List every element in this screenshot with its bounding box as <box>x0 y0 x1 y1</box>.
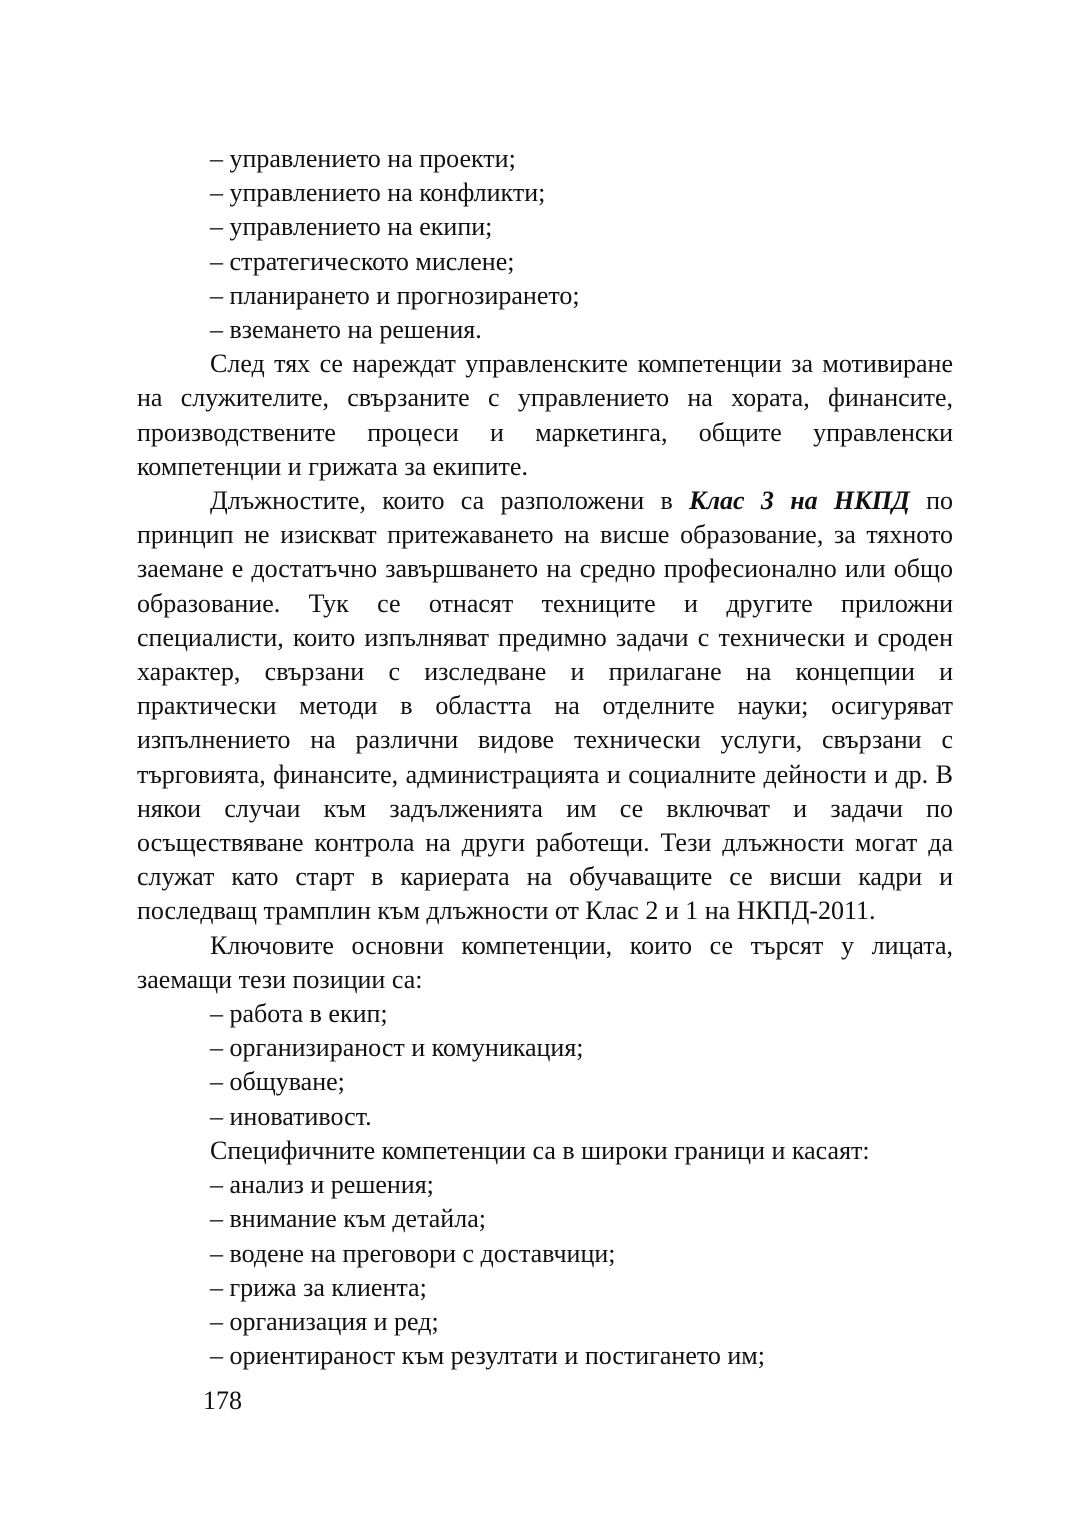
page-number: 178 <box>203 1386 242 1415</box>
paragraph-class-3-body: по принцип не изискват притежаването на висше образование, за тяхното заемане е достатъчно завършването на средно професионално или общо образование. Тук се отнасят техниците и другите приложни специалисти, които изпълняват предимно задачи с технически и сроден характер, свързани с изследване и прилагане на концепции и практически методи в областта на отделните науки; осигуряват изпълнението на различни видове технически услуги, свързани с търговията, финансите, администрацията и социалните дейности и др. В някои случаи към задълженията им се включват и задачи по осъществяване контрола на други работещи. Тези длъжности могат да служат като старт в кариерата на обучаващите се висши кадри и последващ трамплин към длъжности от Клас 2 и 1 на НКПД-2011. <box>137 486 954 926</box>
key-competencies-list <box>137 997 953 1134</box>
list-item: – управлението на конфликти; <box>210 178 546 208</box>
list-item: – стратегическото мислене; <box>210 246 515 276</box>
list-item: – водене на преговори с доставчици; <box>210 1238 616 1268</box>
list-item: – вземането на решения. <box>210 315 482 345</box>
specific-competencies-intro: Специфичните компетенции са в широки граници и касаят: <box>210 1135 870 1165</box>
list-item: – внимание към детайла; <box>210 1204 486 1234</box>
management-competencies-list <box>137 142 953 347</box>
list-item: – организираност и комуникация; <box>210 1033 584 1063</box>
list-item: – организация и ред; <box>210 1306 439 1336</box>
list-item: – управлението на екипи; <box>210 212 493 242</box>
list-item: – грижа за клиента; <box>210 1272 427 1302</box>
paragraph-key-competencies: Ключовите основни компетенции, които се търсят у лицата, заемащи тези позиции са: <box>137 930 953 994</box>
list-item: – анализ и решения; <box>210 1170 434 1200</box>
specific-competencies-list <box>137 1168 953 1373</box>
list-item: – иновативост. <box>210 1101 372 1131</box>
list-item: – общуване; <box>210 1067 345 1097</box>
class-3-emphasis: Клас 3 на НКПД <box>689 486 910 516</box>
paragraph-management-competencies: След тях се нареждат управленските компетенции за мотивиране на служителите, свързаните с управлението на хората, финансите, производствените процеси и маркетинга, общите управленски компетенции и грижата за екипите. <box>137 349 953 481</box>
body-text <box>137 142 953 1373</box>
list-item: – управлението на проекти; <box>210 144 516 173</box>
list-item: – работа в екип; <box>210 999 388 1029</box>
list-item: – планирането и прогнозирането; <box>210 280 580 310</box>
paragraph-class-3 <box>137 484 953 929</box>
list-item: – ориентираност към резултати и постигането им; <box>210 1341 765 1371</box>
paragraph-class-3-lead: Длъжностите, които са разположени в <box>210 486 690 516</box>
